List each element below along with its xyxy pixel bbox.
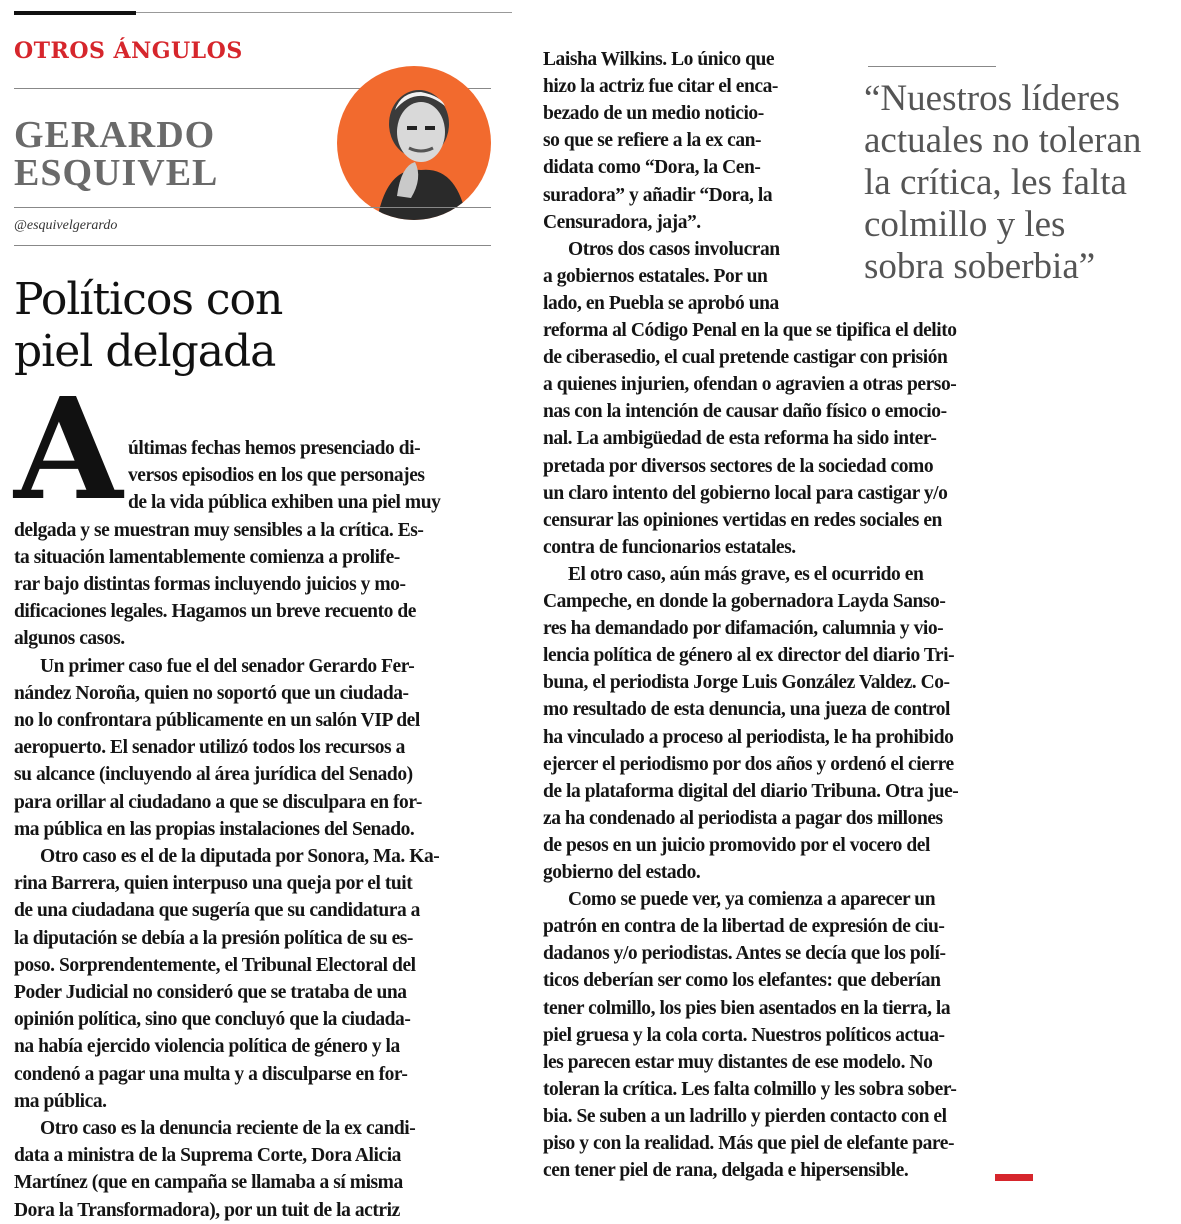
- author-last: ESQUIVEL: [14, 152, 219, 194]
- text-line: bia. Se suben a un ladrillo y pierden contacto con el: [543, 1105, 947, 1127]
- text-line: de ciberasedio, el cual pretende castigar con prisión: [543, 347, 948, 369]
- drop-cap: A: [14, 368, 123, 532]
- pull-quote-line: colmillo y les: [864, 204, 1066, 245]
- text-line: Campeche, en donde la gobernadora Layda Sanso-: [543, 591, 946, 612]
- text-line: reforma al Código Penal en la que se tipifica el delito: [543, 320, 957, 341]
- text-line: ha vinculado a proceso al periodista, le ha prohibido: [543, 726, 954, 748]
- text-line: lado, en Puebla se aprobó una: [543, 292, 779, 314]
- headline-line: piel delgada: [14, 326, 276, 377]
- text-line: Poder Judicial no consideró que se trataba de una: [14, 982, 407, 1003]
- author-rule: [14, 207, 491, 208]
- text-line: pretada por diversos sectores de la sociedad como: [543, 455, 934, 477]
- text-line: nández Noroña, quien no soportó que un ciudada-: [14, 682, 409, 704]
- text-line: cen tener piel de rana, delgada e hipersensible.: [543, 1160, 909, 1182]
- text-line: data a ministra de la Suprema Corte, Dora Alicia: [14, 1145, 401, 1167]
- text-line: hizo la actriz fue citar el enca-: [543, 76, 778, 98]
- text-line: tener colmillo, los pies bien asentados en la tierra, la: [543, 997, 951, 1019]
- top-accent-bar: [14, 11, 136, 15]
- text-line: buna, el periodista Jorge Luis González Valdez. Co-: [543, 672, 950, 694]
- text-line: a quienes injurien, ofendan o agravien a otras perso-: [543, 374, 957, 396]
- text-line: patrón en contra de la libertad de expresión de ciu-: [543, 916, 945, 938]
- text-line: condenó a pagar una multa y a disculparse en for-: [14, 1063, 408, 1085]
- text-line: de la vida pública exhiben una piel muy: [128, 492, 441, 514]
- text-line: nas con la intención de causar daño físico o emocio-: [543, 401, 947, 423]
- text-line: piso y con la realidad. Más que piel de elefante pare-: [543, 1133, 955, 1154]
- end-mark: [995, 1174, 1033, 1181]
- text-line: suradora” y añadir “Dora, la: [543, 184, 773, 206]
- text-line: gobierno del estado.: [543, 862, 701, 883]
- text-line: nal. La ambigüedad de esta reforma ha sido inter-: [543, 428, 937, 450]
- quote-rule: [868, 66, 996, 67]
- text-line: su alcance (incluyendo al área jurídica del Senado): [14, 764, 413, 786]
- text-line: mo resultado de esta denuncia, una jueza de control: [543, 699, 950, 721]
- text-line: ticos deberían ser como los elefantes: que deberían: [543, 970, 941, 992]
- handle-rule: [14, 245, 491, 246]
- text-line: toleran la crítica. Les falta colmillo y les sobra sober-: [543, 1078, 957, 1100]
- pull-quote-line: la crítica, les falta: [864, 162, 1127, 203]
- text-line: dificaciones legales. Hagamos un breve recuento de: [14, 601, 416, 623]
- article-headline: [14, 274, 484, 378]
- text-line: lencia política de género al ex director del diario Tri-: [543, 645, 955, 667]
- text-line: didata como “Dora, la Cen-: [543, 157, 761, 179]
- text-line: Martínez (que en campaña se llamaba a sí misma: [14, 1172, 403, 1194]
- text-line: Otro caso es el de la diputada por Sonora, Ma. Ka-: [40, 846, 440, 867]
- section-label: OTROS ÁNGULOS: [14, 38, 243, 64]
- pull-quote-line: actuales no toleran: [864, 120, 1142, 161]
- text-line: El otro caso, aún más grave, es el ocurrido en: [568, 563, 924, 585]
- text-line: delgada y se muestran muy sensibles a la crítica. Es-: [14, 519, 424, 541]
- text-line: ejercer el periodismo por dos años y ordenó el cierre: [543, 753, 954, 775]
- text-line: Dora la Transformadora), por un tuit de la actriz: [14, 1199, 400, 1221]
- text-line: de una ciudadana que sugería que su candidatura a: [14, 900, 420, 922]
- text-line: para orillar al ciudadano a que se disculpara en for-: [14, 791, 422, 813]
- text-line: Como se puede ver, ya comienza a aparecer un: [568, 889, 936, 911]
- author-portrait-icon: [337, 66, 491, 220]
- text-line: de la plataforma digital del diario Tribuna. Otra jue-: [543, 780, 959, 802]
- text-line: Otros dos casos involucran: [568, 238, 780, 260]
- text-line: rina Barrera, quien interpuso una queja por el tuit: [14, 873, 413, 895]
- text-line: Censuradora, jaja”.: [543, 211, 701, 233]
- text-line: censurar las opiniones vertidas en redes sociales en: [543, 509, 942, 531]
- pull-quote-line: “Nuestros líderes: [864, 78, 1120, 119]
- text-line: na había ejercido violencia política de género y la: [14, 1036, 400, 1058]
- text-line: versos episodios en los que personajes: [128, 465, 425, 487]
- text-line: les parecen estar muy distantes de ese modelo. No: [543, 1051, 933, 1073]
- text-line: rar bajo distintas formas incluyendo juicios y mo-: [14, 574, 406, 595]
- author-handle: @esquivelgerardo: [14, 218, 118, 233]
- text-line: Un primer caso fue el del senador Gerardo Fer-: [40, 655, 415, 677]
- text-line: dadanos y/o periodistas. Antes se decía que los polí-: [543, 943, 946, 965]
- text-line: za ha condenado al periodista a pagar dos millones: [543, 807, 943, 829]
- pull-quote-line: sobra soberbia”: [864, 246, 1096, 287]
- text-line: últimas fechas hemos presenciado di-: [128, 438, 421, 459]
- text-line: no lo confrontara públicamente en un salón VIP del: [14, 710, 420, 731]
- text-line: ma pública.: [14, 1090, 107, 1112]
- pull-quote: [864, 78, 1141, 288]
- headline-line: Políticos con: [14, 274, 283, 325]
- text-line: contra de funcionarios estatales.: [543, 536, 796, 558]
- text-line: a gobiernos estatales. Por un: [543, 265, 768, 287]
- text-line: la diputación se debía a la presión política de su es-: [14, 927, 413, 949]
- text-line: aeropuerto. El senador utilizó todos los recursos a: [14, 737, 405, 759]
- author-name: [14, 116, 218, 192]
- author-first: GERARDO: [14, 114, 216, 156]
- text-line: algunos casos.: [14, 628, 125, 650]
- text-line: ta situación lamentablemente comienza a prolife-: [14, 546, 400, 568]
- text-line: res ha demandado por difamación, calumnia y vio-: [543, 618, 944, 640]
- text-line: opinión política, sino que concluyó que la ciudada-: [14, 1009, 411, 1031]
- text-line: poso. Sorprendentemente, el Tribunal Electoral del: [14, 954, 416, 976]
- text-line: un claro intento del gobierno local para castigar y/o: [543, 482, 948, 504]
- text-line: bezado de un medio noticio-: [543, 103, 764, 125]
- text-line: de pesos en un juicio promovido por el vocero del: [543, 834, 930, 856]
- text-line: piel gruesa y la cola corta. Nuestros políticos actua-: [543, 1024, 945, 1046]
- text-line: so que se refiere a la ex can-: [543, 130, 762, 152]
- text-line: ma pública en las propias instalaciones del Senado.: [14, 818, 415, 840]
- text-line: Otro caso es la denuncia reciente de la ex candi-: [40, 1118, 416, 1139]
- top-rule: [136, 12, 512, 13]
- text-line: Laisha Wilkins. Lo único que: [543, 49, 775, 70]
- author-avatar: [337, 66, 491, 220]
